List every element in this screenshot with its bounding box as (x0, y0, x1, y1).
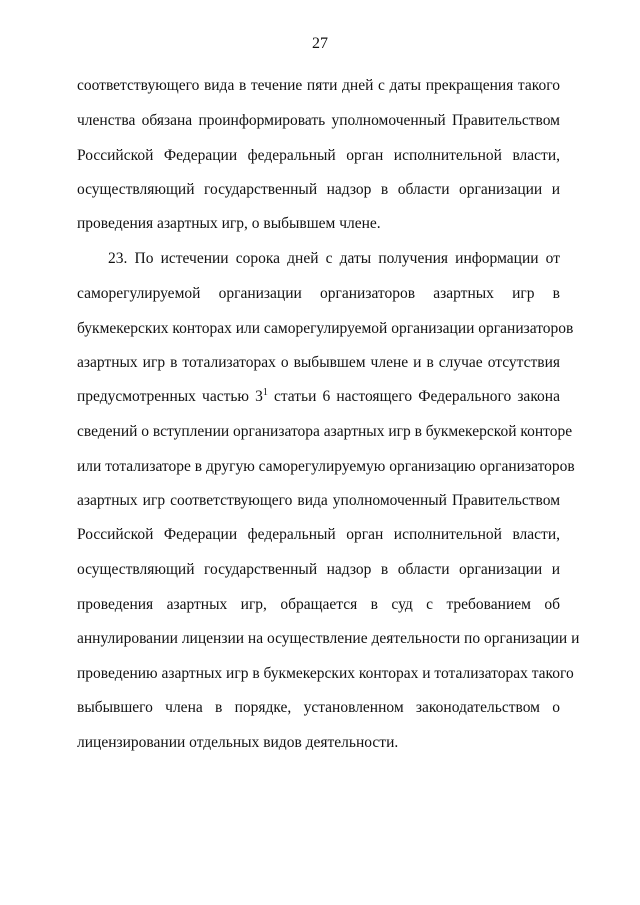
text-line: Российской Федерации федеральный орган исполнительной власти, (77, 147, 560, 164)
text-line: проведения азартных игр, о выбывшем члене. (77, 215, 381, 232)
text-line: сведений о вступлении организатора азартных игр в букмекерской конторе (77, 423, 573, 440)
text-line: членства обязана проинформировать уполномоченный Правительством (77, 112, 560, 129)
text-line: осуществляющий государственный надзор в области организации и (77, 561, 560, 578)
text-line: или тотализаторе в другую саморегулируемую организацию организаторов (77, 458, 575, 475)
text-segment: предусмотренных частью 3 (77, 388, 263, 405)
text-line: аннулировании лицензии на осуществление деятельности по организации и (77, 630, 580, 647)
text-line-with-superscript (77, 387, 560, 407)
text-line: лицензировании отдельных видов деятельности. (77, 734, 399, 751)
text-line: 23. По истечении сорока дней с даты получения информации от (108, 250, 560, 267)
text-line: азартных игр соответствующего вида уполномоченный Правительством (77, 492, 560, 509)
text-line: азартных игр в тотализаторах о выбывшем члене и в случае отсутствия (77, 354, 560, 371)
superscript: 1 (262, 387, 268, 398)
text-line: саморегулируемой организации организаторов азартных игр в (77, 285, 560, 302)
text-line: соответствующего вида в течение пяти дней с даты прекращения такого (77, 77, 560, 94)
text-line: осуществляющий государственный надзор в области организации и (77, 181, 560, 198)
text-line: выбывшего члена в порядке, установленном законодательством о (77, 699, 560, 716)
text-segment: статьи 6 настоящего Федерального закона (267, 388, 560, 405)
text-line: Российской Федерации федеральный орган исполнительной власти, (77, 526, 560, 543)
text-line: букмекерских конторах или саморегулируемой организации организаторов (77, 320, 574, 337)
text-line: проведению азартных игр в букмекерских конторах и тотализаторах такого (77, 665, 574, 682)
text-line: проведения азартных игр, обращается в суд с требованием об (77, 596, 560, 613)
page-number: 27 (312, 35, 328, 52)
